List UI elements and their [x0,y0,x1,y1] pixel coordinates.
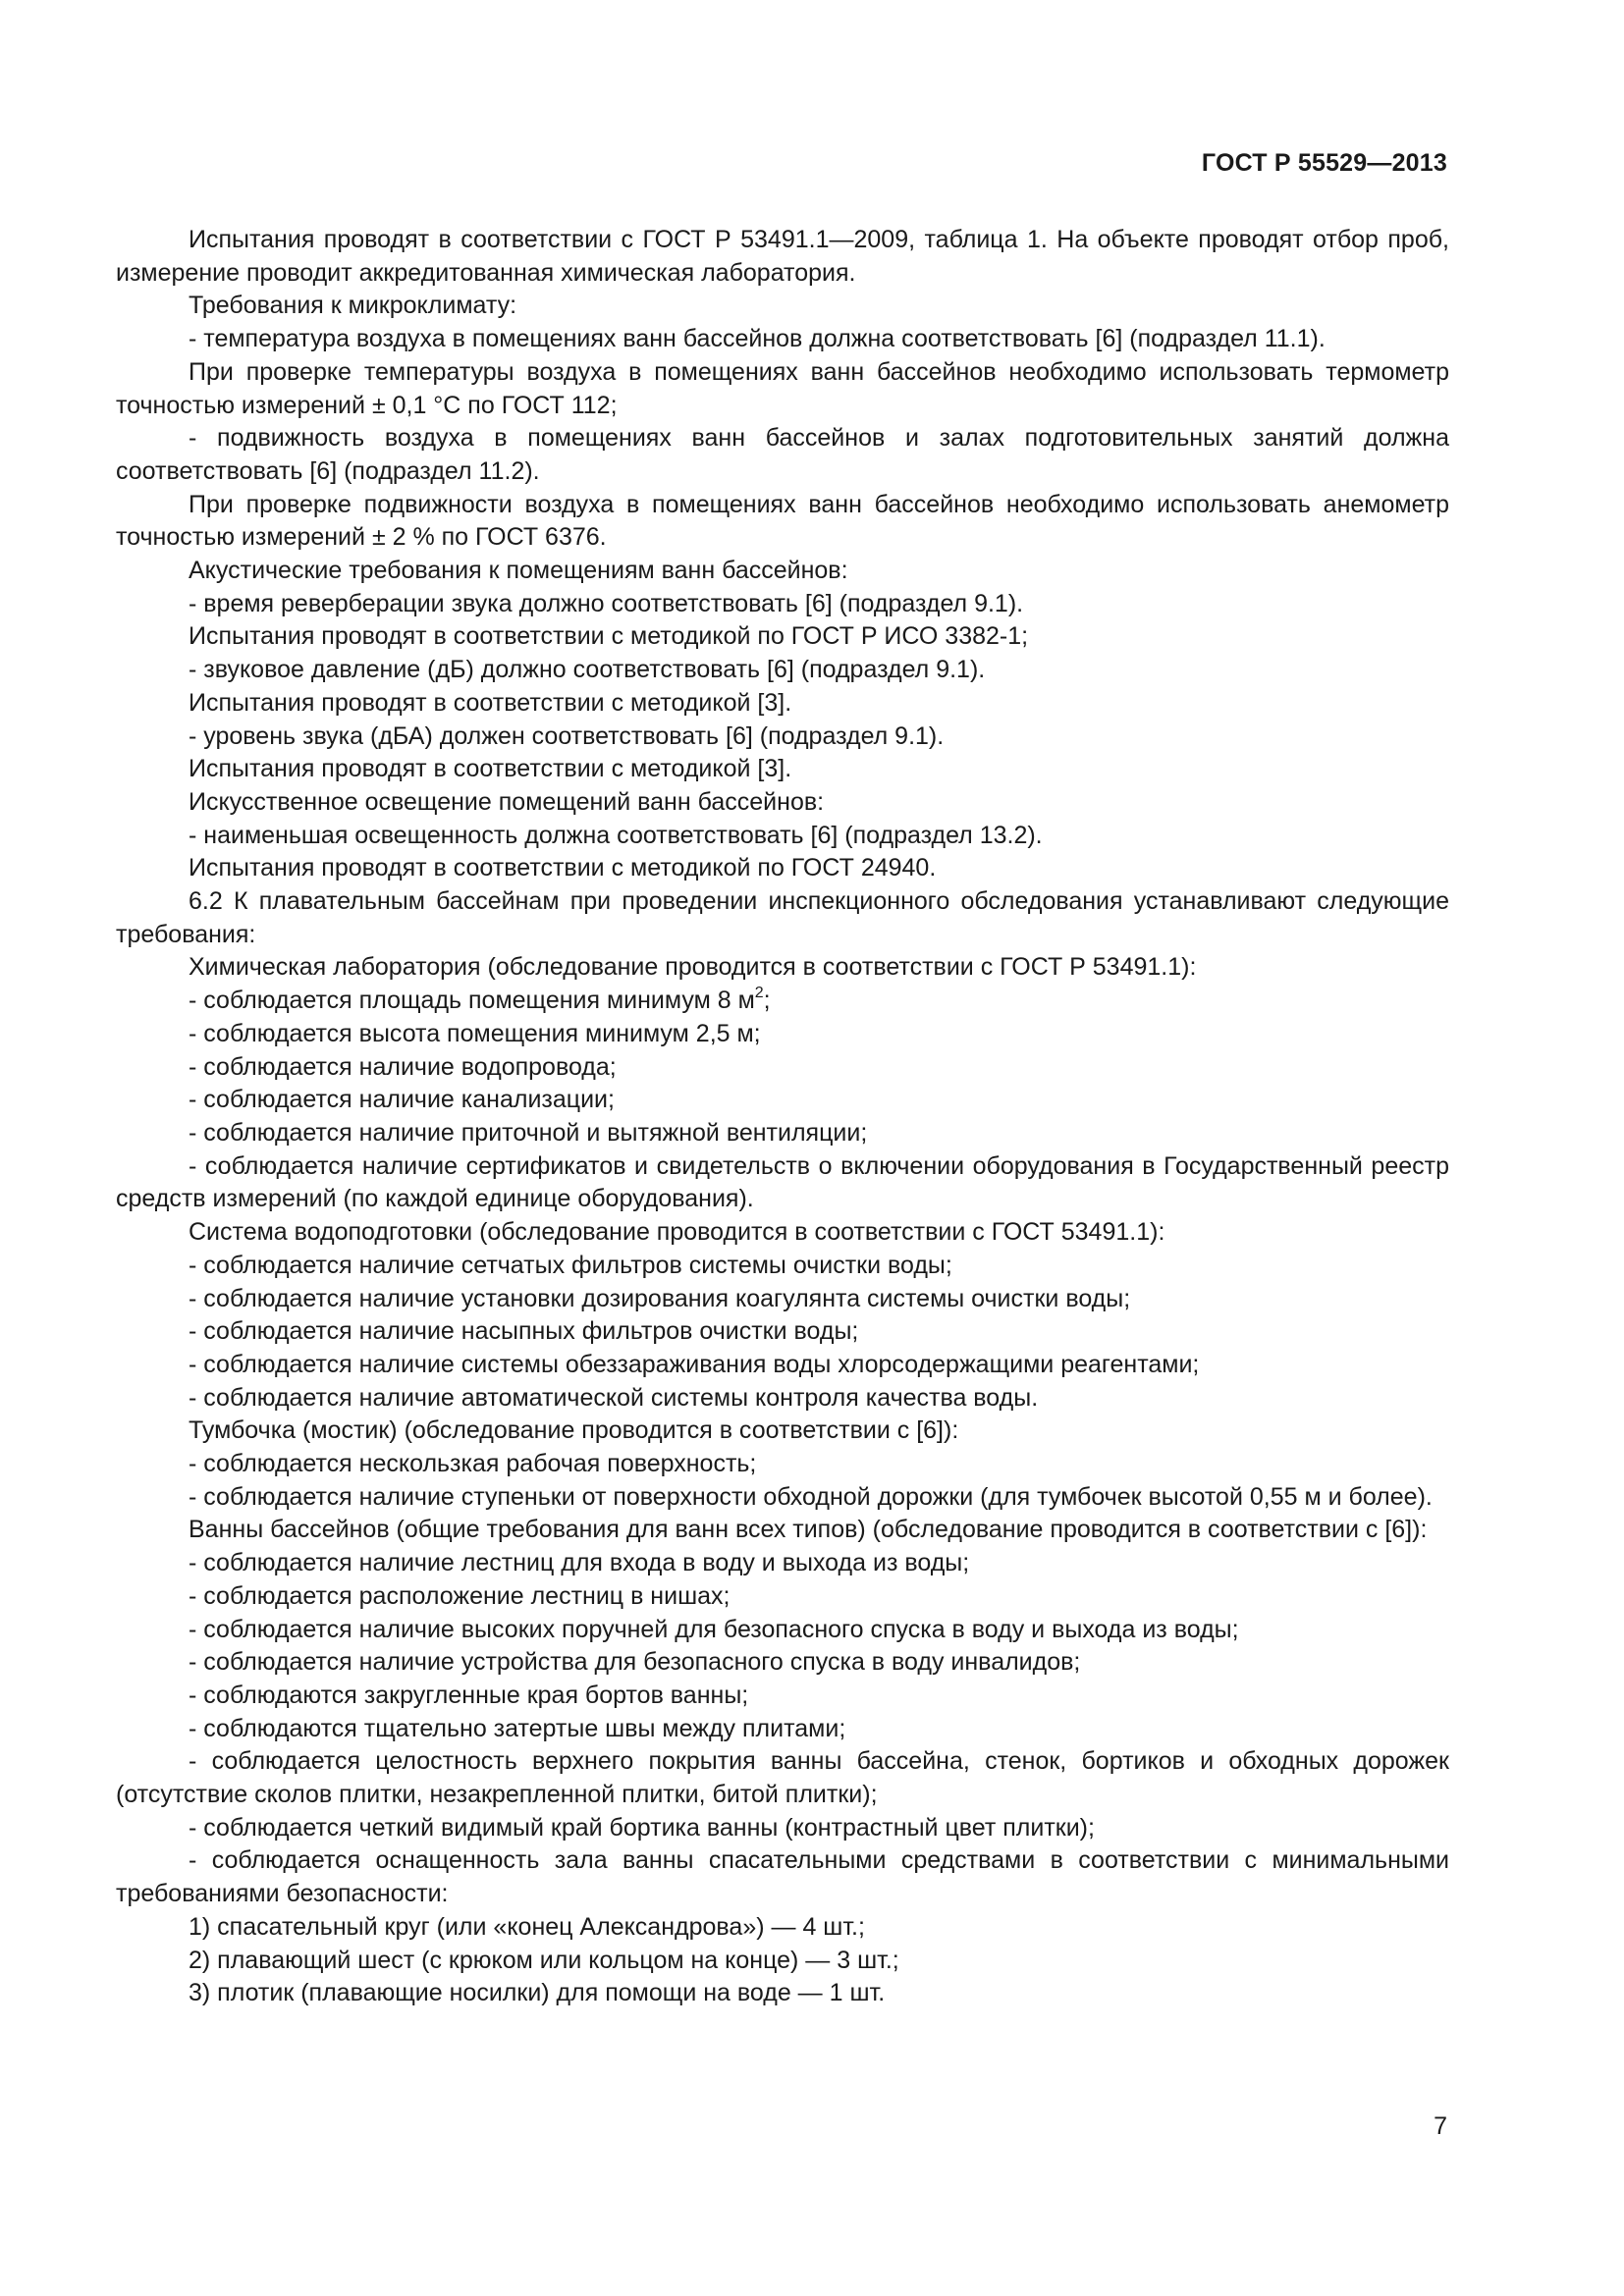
paragraph: Ванны бассейнов (общие требования для ванн всех типов) (обследование проводится в соответствии с [6]): [189,1516,1428,1544]
paragraph: Испытания проводят в соответствии с ГОСТ Р 53491.1—2009, таблица 1. На объекте проводят отбор проб, измерение проводит аккредитованная химическая лаборатория. [116,226,1449,287]
list-item: - соблюдается наличие системы обеззараживания воды хлорсодержащими реагентами; [189,1350,1200,1378]
list-item: - уровень звука (дБА) должен соответствовать [6] (подраздел 9.1). [189,721,945,750]
list-item: - соблюдаются тщательно затертые швы между плитами; [189,1714,846,1742]
paragraph: Химическая лаборатория (обследование проводится в соответствии с ГОСТ Р 53491.1): [189,953,1197,982]
list-item: - соблюдается наличие приточной и вытяжной вентиляции; [189,1118,868,1147]
list-item: - соблюдается наличие автоматической системы контроля качества воды. [189,1383,1039,1412]
list-item: - наименьшая освещенность должна соответствовать [6] (подраздел 13.2). [189,821,1043,849]
list-item: - соблюдается наличие водопровода; [189,1052,617,1081]
list-item: - время реверберации звука должно соответствовать [6] (подраздел 9.1). [189,589,1024,617]
list-item: - соблюдается нескользкая рабочая поверхность; [189,1450,757,1478]
document-code-header: ГОСТ Р 55529—2013 [1201,149,1447,177]
list-item: - соблюдается наличие ступеньки от поверхности обходной дорожки (для тумбочек высотой 0,55 м и более). [189,1482,1433,1511]
list-item: - соблюдается наличие насыпных фильтров очистки воды; [189,1317,859,1346]
list-item: - соблюдается наличие устройства для безопасного спуска в воду инвалидов; [189,1648,1081,1677]
document-body [116,224,1449,2010]
page-number: 7 [1434,2112,1447,2140]
superscript: 2 [754,984,764,1001]
section-paragraph: 6.2 К плавательным бассейнам при проведении инспекционного обследования устанавливают следующие требования: [116,887,1449,948]
list-item: - соблюдается наличие установки дозирования коагулянта системы очистки воды; [189,1284,1131,1312]
punctuation: ; [763,987,771,1015]
paragraph: Испытания проводят в соответствии с методикой по ГОСТ Р ИСО 3382-1; [189,622,1029,651]
list-item: - соблюдается высота помещения минимум 2,5 м; [189,1019,761,1047]
paragraph: Тумбочка (мостик) (обследование проводится в соответствии с [6]): [189,1416,959,1445]
list-item [116,985,1449,1018]
paragraph: Система водоподготовки (обследование проводится в соответствии с ГОСТ 53491.1): [189,1218,1165,1247]
list-item: - соблюдается четкий видимый край бортика ванны (контрастный цвет плитки); [189,1813,1095,1842]
list-item: - температура воздуха в помещениях ванн бассейнов должна соответствовать [6] (подраздел 11.1). [189,325,1326,353]
numbered-item: 1) спасательный круг (или «конец Александрова») — 4 шт.; [189,1912,865,1941]
list-item: - соблюдается наличие высоких поручней для безопасного спуска в воду и выхода из воды; [189,1615,1239,1643]
paragraph: При проверке подвижности воздуха в помещениях ванн бассейнов необходимо использовать анемометр точностью измерений ± 2 % по ГОСТ 6376. [116,490,1449,552]
paragraph: При проверке температуры воздуха в помещениях ванн бассейнов необходимо использовать термометр точностью измерений ± 0,1 °С по ГОСТ 112; [116,357,1449,419]
paragraph: Искусственное освещение помещений ванн бассейнов: [189,787,825,816]
numbered-item: 2) плавающий шест (с крюком или кольцом на конце) — 3 шт.; [189,1946,899,1974]
list-item: - соблюдается наличие сетчатых фильтров системы очистки воды; [189,1251,952,1279]
list-item: - соблюдается наличие канализации; [189,1086,615,1114]
list-item: - соблюдается целостность верхнего покрытия ванны бассейна, стенок, бортиков и обходных дорожек (отсутствие сколов плитки, незакрепленной плитки, битой плитки); [116,1747,1449,1809]
list-item: - подвижность воздуха в помещениях ванн бассейнов и залах подготовительных занятий должна соответствовать [6] (подраздел 11.2). [116,424,1449,485]
list-item: - звуковое давление (дБ) должно соответствовать [6] (подраздел 9.1). [189,656,986,684]
paragraph: Требования к микроклимату: [189,292,517,320]
list-item: - соблюдается наличие лестниц для входа в воду и выхода из воды; [189,1549,970,1577]
list-item: - соблюдается расположение лестниц в нишах; [189,1581,731,1610]
list-item: - соблюдается наличие сертификатов и свидетельств о включении оборудования в Государственный реестр средств измерений (по каждой единице оборудования). [116,1151,1449,1213]
list-item-text: - соблюдается площадь помещения минимум 8 м [189,987,755,1015]
paragraph: Испытания проводят в соответствии с методикой по ГОСТ 24940. [189,854,937,882]
paragraph: Испытания проводят в соответствии с методикой [3]. [189,755,792,783]
paragraph: Испытания проводят в соответствии с методикой [3]. [189,688,792,717]
list-item: - соблюдается оснащенность зала ванны спасательными средствами в соответствии с минимальными требованиями безопасности: [116,1846,1449,1908]
numbered-item: 3) плотик (плавающие носилки) для помощи на воде — 1 шт. [189,1979,886,2007]
paragraph: Акустические требования к помещениям ванн бассейнов: [189,557,848,585]
list-item: - соблюдаются закругленные края бортов ванны; [189,1681,749,1709]
